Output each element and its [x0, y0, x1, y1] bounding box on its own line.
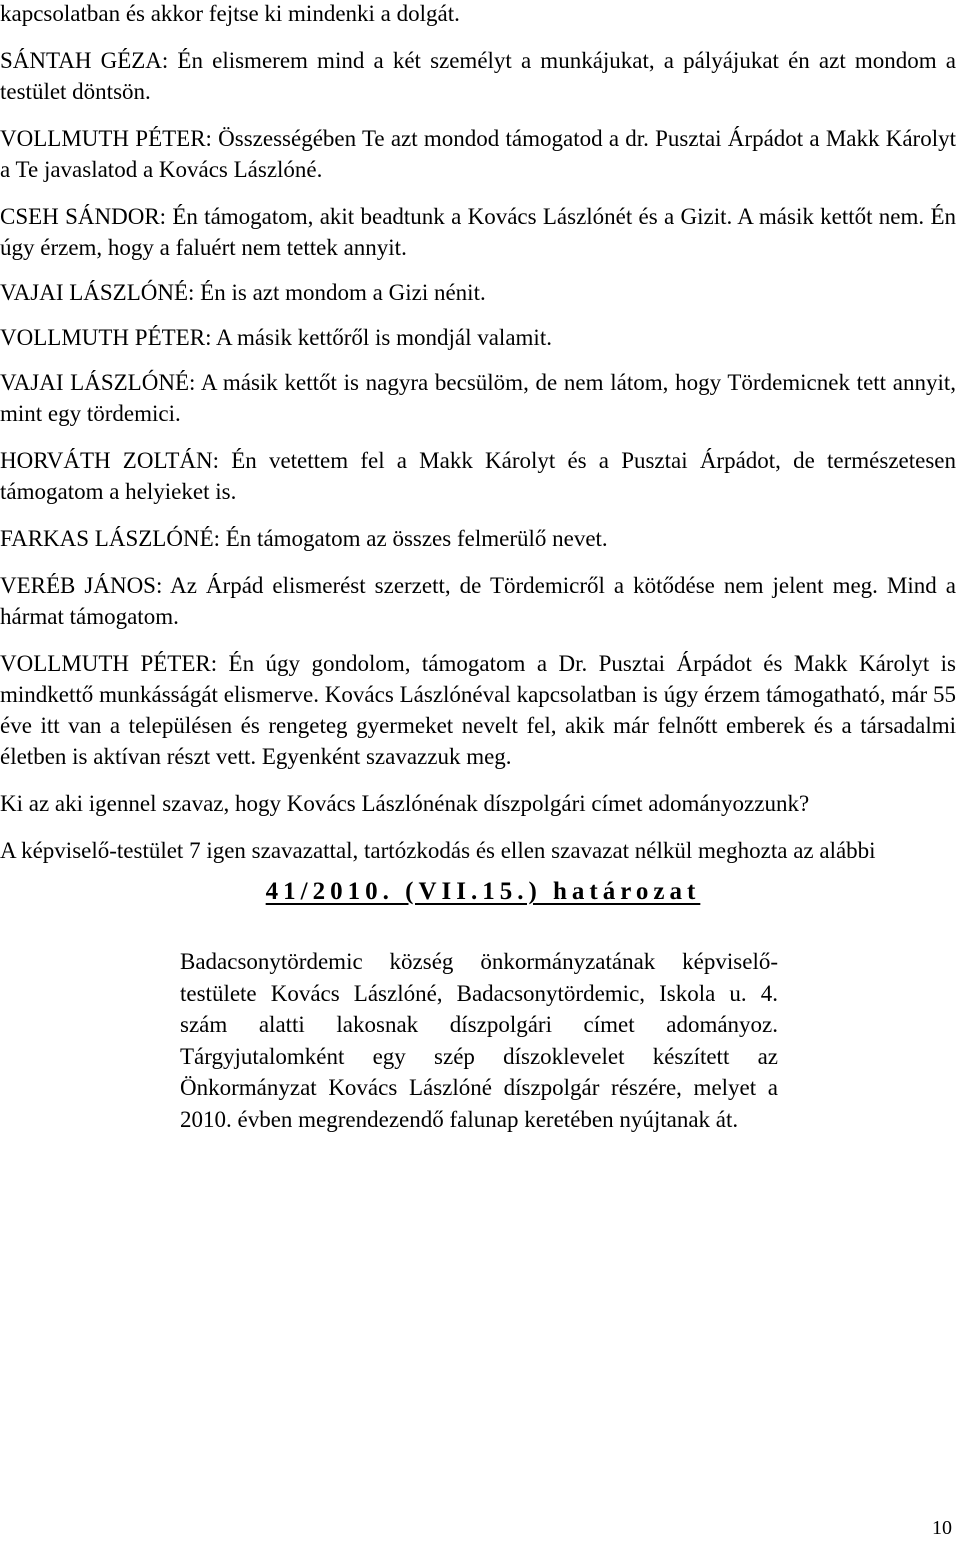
paragraph-vollmuth-peter-2: VOLLMUTH PÉTER: A másik kettőről is mondjál valamit.: [0, 325, 552, 350]
paragraph-cseh-sandor: CSEH SÁNDOR: Én támogatom, akit beadtunk a Kovács Lászlónét és a Gizit. A másik kettőt nem. Én úgy érzem, hogy a faluért nem tettek annyit.: [0, 204, 956, 260]
paragraph-vote-result: A képviselő-testület 7 igen szavazattal, tartózkodás és ellen szavazat nélkül meghozta az alábbi: [0, 838, 876, 863]
paragraph-vollmuth-peter-1: VOLLMUTH PÉTER: Összességében Te azt mondod támogatod a dr. Pusztai Árpádot a Makk Károlyt a Te javaslatod a Kovács Lászlóné.: [0, 126, 956, 182]
paragraph-vajai-laszlone-1: VAJAI LÁSZLÓNÉ: Én is azt mondom a Gizi nénit.: [0, 280, 486, 305]
paragraph-intro: kapcsolatban és akkor fejtse ki mindenki a dolgát.: [0, 1, 460, 26]
paragraph-santah-geza: SÁNTAH GÉZA: Én elismerem mind a két személyt a munkájukat, a pályájukat én azt mondom a testület döntsön.: [0, 48, 956, 104]
paragraph-vajai-laszlone-2: VAJAI LÁSZLÓNÉ: A másik kettőt is nagyra becsülöm, de nem látom, hogy Tördemicnek tett annyit, mint egy tördemici.: [0, 370, 956, 426]
paragraph-vote-question: Ki az aki igennel szavaz, hogy Kovács Lászlónénak díszpolgári címet adományozzunk?: [0, 791, 810, 816]
paragraph-horvath-zoltan: HORVÁTH ZOLTÁN: Én vetettem fel a Makk Károlyt és a Pusztai Árpádot, de természetesen támogatom a helyieket is.: [0, 448, 956, 504]
resolution-body: Badacsonytördemic község önkormányzatának képviselő-testülete Kovács Lászlóné, Badacsonytördemic, Iskola u. 4. szám alatti lakosnak díszpolgári címet adományoz. Tárgyjutalomként egy szép díszoklevelet készített az Önkormányzat Kovács Lászlóné díszpolgár részére, melyet a 2010. évben megrendezendő falunap keretében nyújtanak át.: [180, 949, 778, 1132]
resolution-title: 41/2010. (VII.15.) határozat: [265, 878, 701, 905]
page-number: 10: [932, 1517, 952, 1539]
paragraph-farkas-laszlone: FARKAS LÁSZLÓNÉ: Én támogatom az összes felmerülő nevet.: [0, 526, 608, 551]
paragraph-vereb-janos: VERÉB JÁNOS: Az Árpád elismerést szerzett, de Tördemicről a kötődése nem jelent meg. Mind a hármat támogatom.: [0, 573, 956, 629]
paragraph-vollmuth-peter-3: VOLLMUTH PÉTER: Én úgy gondolom, támogatom a Dr. Pusztai Árpádot és Makk Károlyt is mindkettő munkásságát elismerve. Kovács Lászlónéval kapcsolatban is úgy érzem támogatható, már 55 éve itt van a településen és rengeteg gyermeket nevelt fel, akik már felnőtt emberek és a társadalmi életben is aktívan részt vett. Egyenként szavazzuk meg.: [0, 651, 956, 769]
